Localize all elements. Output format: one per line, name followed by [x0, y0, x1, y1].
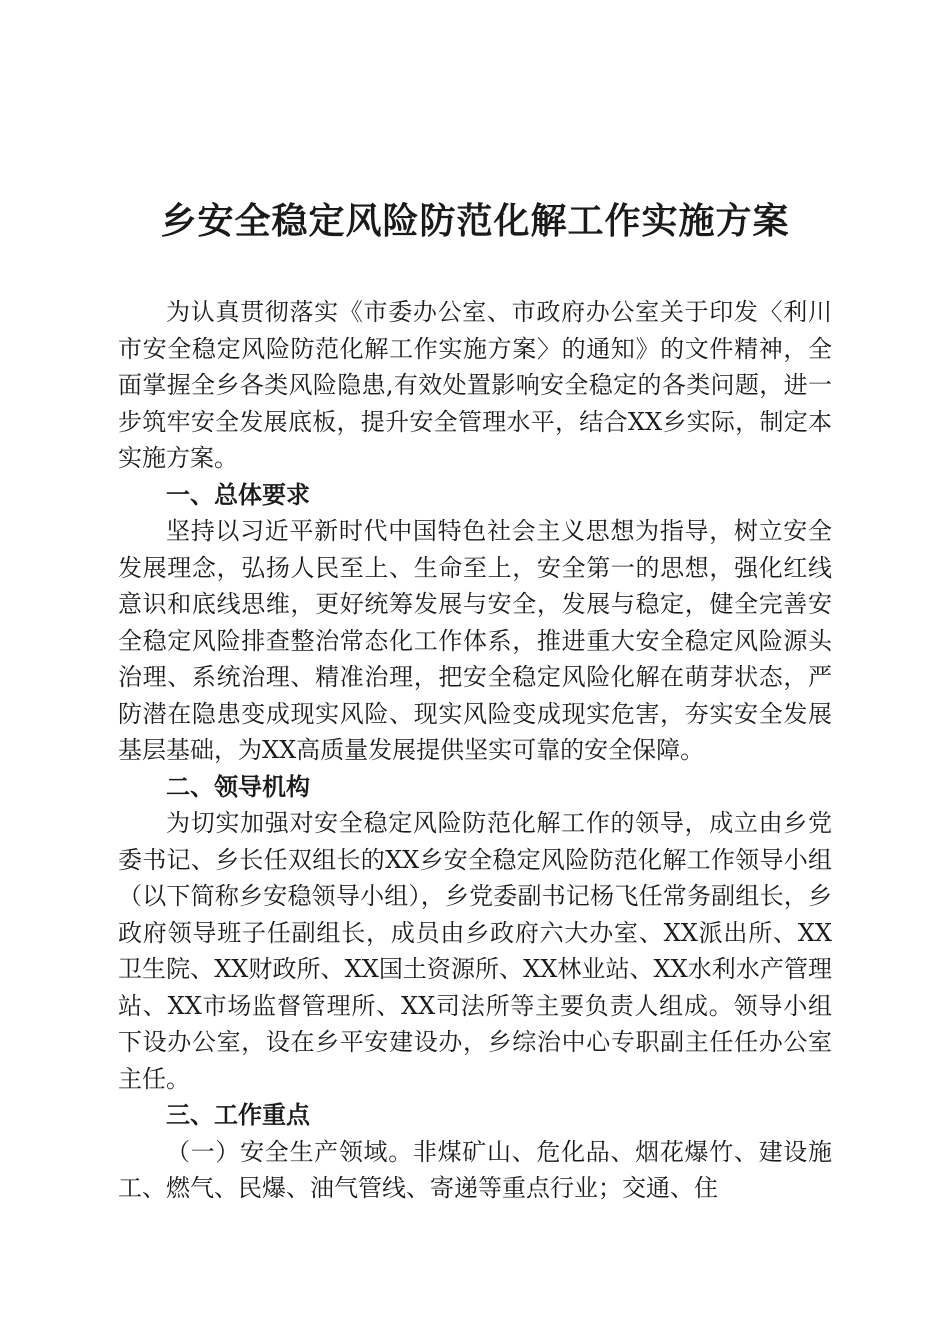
section-heading-general-requirements: 一、总体要求 [166, 480, 310, 509]
section-paragraph-work-focus: （一）安全生产领域。非煤矿山、危化品、烟花爆竹、建设施工、燃气、民爆、油气管线、寄递等重点行业；交通、住 [118, 1137, 832, 1202]
section-paragraph-general-requirements: 坚持以习近平新时代中国特色社会主义思想为指导，树立安全发展理念，弘扬人民至上、生命至上，安全第一的思想，强化红线意识和底线思维，更好统筹发展与安全，发展与稳定，健全完善安全稳定风险排查整治常态化工作体系，推进重大安全稳定风险源头治理、系统治理、精准治理，把安全稳定风险化解在萌芽状态，严防潜在隐患变成现实风险、现实风险变成现实危害，夯实安全发展基层基础，为XX高质量发展提供坚实可靠的安全保障。 [118, 517, 832, 764]
document-body [118, 294, 832, 1207]
section-heading-leadership: 二、领导机构 [166, 772, 310, 801]
section-paragraph-leadership: 为切实加强对安全稳定风险防范化解工作的领导，成立由乡党委书记、乡长任双组长的XX乡安全稳定风险防范化解工作领导小组（以下简称乡安稳领导小组），乡党委副书记杨飞任常务副组长，乡政府领导班子任副组长，成员由乡政府六大办室、XX派出所、XX卫生院、XX财政所、XX国土资源所、XX林业站、XX水利水产管理站、XX市场监督管理所、XX司法所等主要负责人组成。领导小组下设办公室，设在乡平安建设办，乡综治中心专职副主任任办公室主任。 [118, 809, 832, 1093]
document-title: 乡安全稳定风险防范化解工作实施方案 [160, 200, 790, 242]
intro-paragraph: 为认真贯彻落实《市委办公室、市政府办公室关于印发〈利川市安全稳定风险防范化解工作实施方案〉的通知》的文件精神，全面掌握全乡各类风险隐患,有效处置影响安全稳定的各类问题，进一步筑牢安全发展底板，提升安全管理水平，结合XX乡实际，制定本实施方案。 [118, 298, 832, 472]
section-heading-work-focus: 三、工作重点 [166, 1101, 310, 1129]
